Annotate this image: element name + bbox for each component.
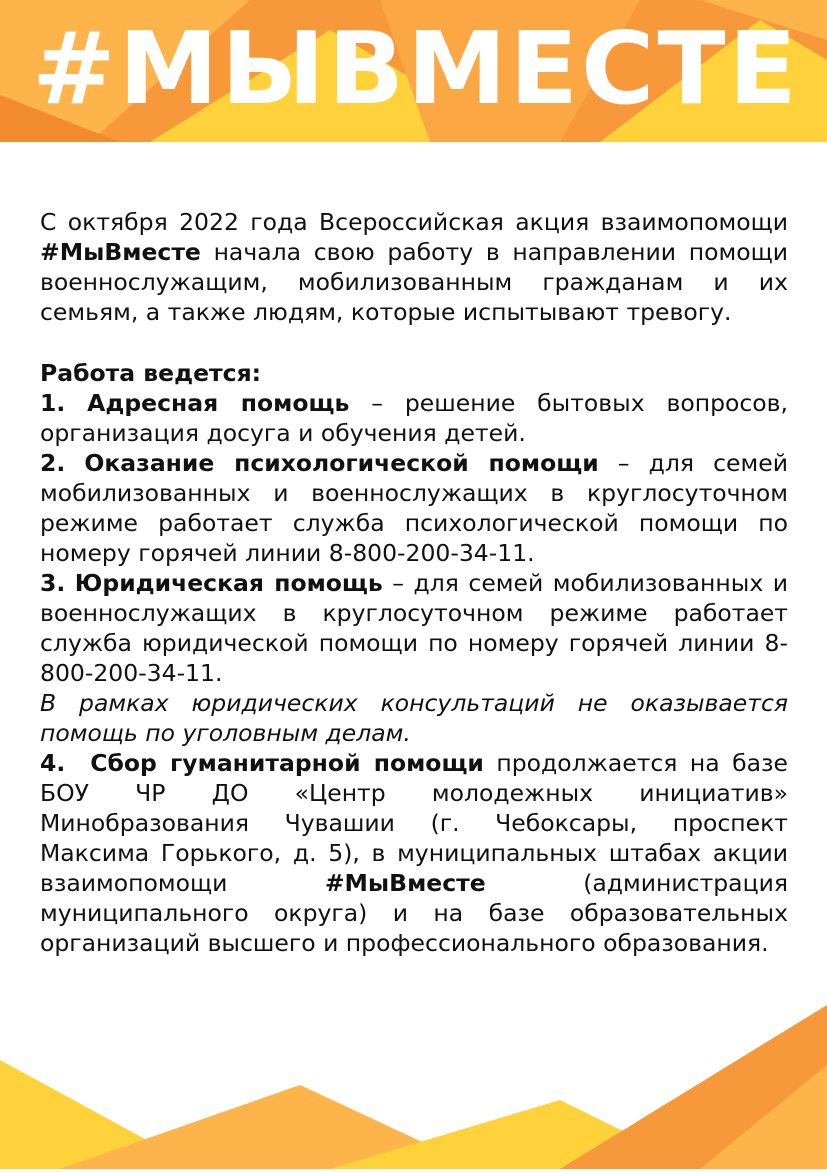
list-item-4 <box>40 748 788 958</box>
section-title: Работа ведется: <box>40 359 262 387</box>
item-3-note: В рамках юридических консультаций не оказывается помощь по уголовным делам. <box>40 689 788 747</box>
intro-hashtag: #МыВместе <box>40 238 201 266</box>
item-3-number: 3. <box>40 569 66 597</box>
item-4-number: 4. <box>40 749 66 777</box>
intro-paragraph <box>40 207 788 327</box>
item-3-title: Юридическая помощь <box>74 569 383 597</box>
item-1-text: – решение бытовых вопросов, организация досуга и обучения детей. <box>40 389 788 447</box>
list-item-1 <box>40 388 788 448</box>
list-item-2 <box>40 448 788 568</box>
header-title: #МЫВМЕСТЕ <box>32 10 800 127</box>
item-1-number: 1. <box>40 389 66 417</box>
header-banner <box>0 0 827 142</box>
footer-background <box>0 1005 827 1169</box>
item-3-text: – для семей мобилизованных и военнослужащих в круглосуточном режиме работает служба юридической помощи по номеру горячей линии 8-800-200-34-11. <box>40 569 788 687</box>
item-1-title: Адресная помощь <box>87 389 350 417</box>
item-4-hashtag: #МыВместе <box>324 869 486 897</box>
footer-decoration <box>0 1005 827 1169</box>
item-4-text-after: (администрация муниципального округа) и на базе образовательных организаций высшего и профессионального образования. <box>40 869 788 957</box>
list-item-3 <box>40 568 788 688</box>
intro-text-after: начала свою работу в направлении помощи военнослужащим, мобилизованным гражданам и их семьям, а также людям, которые испытывают тревогу. <box>40 238 788 326</box>
main-text <box>40 207 788 958</box>
intro-text-before: С октября 2022 года Всероссийская акция взаимопомощи <box>40 208 788 236</box>
item-2-title: Оказание психологической помощи <box>84 449 599 477</box>
item-2-number: 2. <box>40 449 66 477</box>
item-4-text-before: продолжается на базе БОУ ЧР ДО «Центр молодежных инициатив» Минобразования Чувашии (г. Чебоксары, проспект Максима Горького, д. 5), в муниципальных штабах акции взаимопомощи <box>40 749 788 897</box>
item-2-text: – для семей мобилизованных и военнослужащих в круглосуточном режиме работает служба психологической помощи по номеру горячей линии 8-800-200-34-11. <box>40 449 788 567</box>
item-4-title: Сбор гуманитарной помощи <box>90 749 484 777</box>
